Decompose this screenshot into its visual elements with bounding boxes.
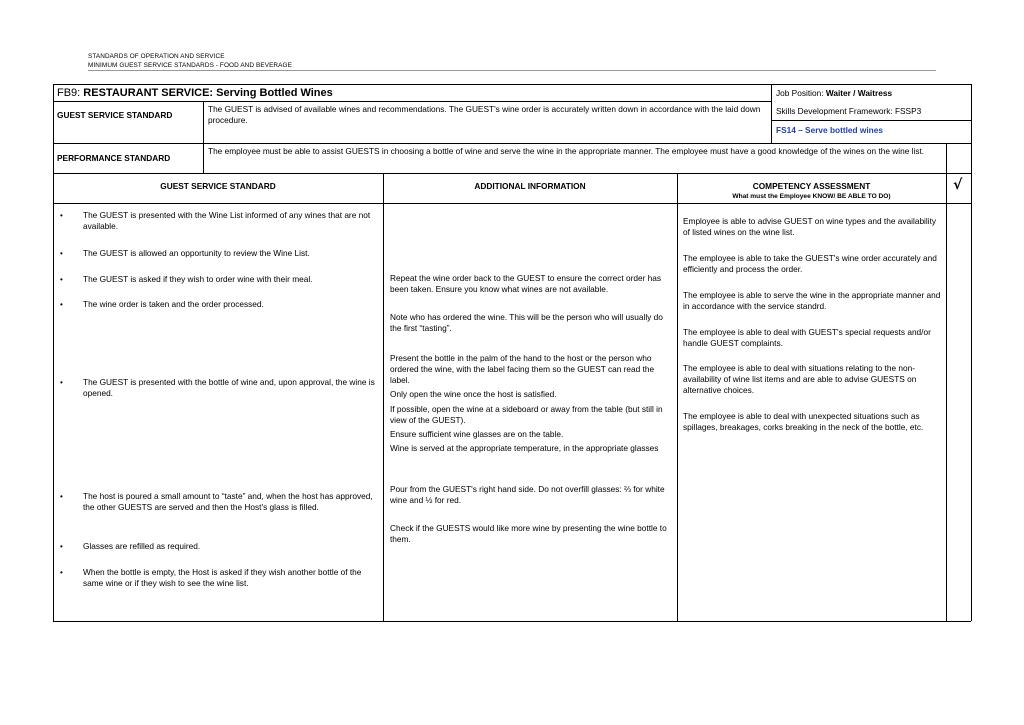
header-rule bbox=[88, 70, 936, 71]
bullet-icon: • bbox=[60, 249, 63, 258]
perf-text: The employee must be able to assist GUESTS in choosing a bottle of wine and serve the wine in the appropriate manner. The employee must have a good knowledge of the wines on the wine list. bbox=[208, 146, 925, 156]
list-item: The GUEST is allowed an opportunity to review the Wine List. bbox=[83, 248, 310, 258]
bullet-icon: • bbox=[60, 542, 63, 551]
header-line-1: STANDARDS OF OPERATION AND SERVICE bbox=[88, 53, 225, 60]
bullet-icon: • bbox=[60, 275, 63, 284]
info-paragraph: Present the bottle in the palm of the hand to the host or the person who ordered the wine, with the label facing them so the GUEST can read the label. bbox=[390, 353, 655, 385]
table-border-top bbox=[53, 84, 971, 85]
row-line-columns bbox=[53, 203, 971, 204]
gss-label: GUEST SERVICE STANDARD bbox=[57, 110, 173, 120]
skills-framework: Skills Development Framework: FSSP3 bbox=[776, 106, 922, 116]
info-paragraph: Repeat the wine order back to the GUEST to ensure the correct order has been taken. Ensure you know what wines are not available. bbox=[390, 273, 662, 294]
row-line-title bbox=[53, 101, 771, 102]
info-paragraph: Ensure sufficient wine glasses are on the table. bbox=[390, 429, 564, 439]
col-header-additional: ADDITIONAL INFORMATION bbox=[474, 181, 586, 191]
page-title bbox=[57, 87, 333, 100]
list-item: The host is poured a small amount to “taste” and, when the host has approved, the other GUESTS are served and then the Host's glass is filled. bbox=[83, 491, 373, 512]
title-text: RESTAURANT SERVICE: Serving Bottled Wines bbox=[83, 87, 333, 99]
col-line-check bbox=[946, 143, 947, 621]
competency-item: The employee is able to take the GUEST's wine order accurately and efficiently and process the order. bbox=[683, 253, 937, 274]
bullet-icon: • bbox=[60, 568, 63, 577]
info-paragraph: Only open the wine once the host is satisfied. bbox=[390, 389, 557, 399]
list-item: When the bottle is empty, the Host is asked if they wish another bottle of the same wine or if they wish to see the wine list. bbox=[83, 567, 362, 588]
col-line-label bbox=[203, 101, 204, 173]
col-header-standard: GUEST SERVICE STANDARD bbox=[160, 181, 276, 191]
bullet-icon: • bbox=[60, 378, 63, 387]
competency-item: The employee is able to deal with GUEST's special requests and/or handle GUEST complaints. bbox=[683, 327, 931, 348]
list-item: The GUEST is presented with the Wine List informed of any wines that are not available. bbox=[83, 210, 371, 231]
bullet-icon: • bbox=[60, 492, 63, 501]
list-item: Glasses are refilled as required. bbox=[83, 541, 201, 551]
competency-item: The employee is able to serve the wine in the appropriate manner and in accordance with the service standrd. bbox=[683, 290, 941, 311]
info-paragraph: Pour from the GUEST's right hand side. Do not overfill glasses: ⅔ for white wine and ½ for red. bbox=[390, 484, 665, 505]
col-line-2 bbox=[383, 173, 384, 621]
list-item: The GUEST is asked if they wish to order wine with their meal. bbox=[83, 274, 313, 284]
check-mark-icon: √ bbox=[953, 177, 963, 193]
list-item: The wine order is taken and the order processed. bbox=[83, 299, 264, 309]
info-paragraph: If possible, open the wine at a sideboard or away from the table (but still in view of the GUEST). bbox=[390, 404, 663, 425]
bullet-icon: • bbox=[60, 300, 63, 309]
competency-item: The employee is able to deal with situations relating to the non-availability of wine list items and are able to advise GUESTS on alternative choices. bbox=[683, 363, 917, 395]
perf-label: PERFORMANCE STANDARD bbox=[57, 153, 171, 163]
col-header-competency-sub: What must the Employee KNOW/ BE ABLE TO DO) bbox=[732, 193, 891, 200]
job-label: Job Position: bbox=[776, 88, 824, 98]
col-line-3 bbox=[677, 173, 678, 621]
col-header-competency: COMPETENCY ASSESSMENT bbox=[752, 181, 871, 191]
info-paragraph: Check if the GUESTS would like more wine by presenting the wine bottle to them. bbox=[390, 523, 667, 544]
col-line-job bbox=[771, 84, 772, 143]
table-border-left bbox=[53, 84, 54, 621]
row-line-gss bbox=[53, 143, 971, 144]
competency-item: The employee is able to deal with unexpected situations such as spillages, breakages, corks breaking in the neck of the bottle, etc. bbox=[683, 411, 924, 432]
competency-item: Employee is able to advise GUEST on wine types and the availability of listed wines on the wine list. bbox=[683, 216, 937, 237]
row-line-skills bbox=[771, 120, 971, 121]
info-paragraph: Wine is served at the appropriate temperature, in the appropriate glasses bbox=[390, 443, 659, 453]
info-paragraph: Note who has ordered the wine. This will be the person who will usually do the first “tasting”. bbox=[390, 312, 663, 333]
title-code: FB9: bbox=[57, 87, 81, 99]
fs-code: FS14 – Serve bottled wines bbox=[776, 125, 883, 135]
job-value: Waiter / Waitress bbox=[825, 88, 893, 98]
header-line-2: MINIMUM GUEST SERVICE STANDARDS - FOOD AND BEVERAGE bbox=[88, 62, 292, 69]
table-border-bottom bbox=[53, 621, 971, 622]
table-border-right bbox=[971, 84, 972, 621]
row-line-perf bbox=[53, 173, 971, 174]
job-position bbox=[776, 88, 892, 99]
bullet-icon: • bbox=[60, 211, 63, 220]
list-item: The GUEST is presented with the bottle of wine and, upon approval, the wine is opened. bbox=[83, 377, 375, 398]
gss-text: The GUEST is advised of available wines and recommendations. The GUEST's wine order is accurately written down in accordance with the laid down procedure. bbox=[208, 104, 761, 125]
document-header bbox=[88, 52, 292, 70]
